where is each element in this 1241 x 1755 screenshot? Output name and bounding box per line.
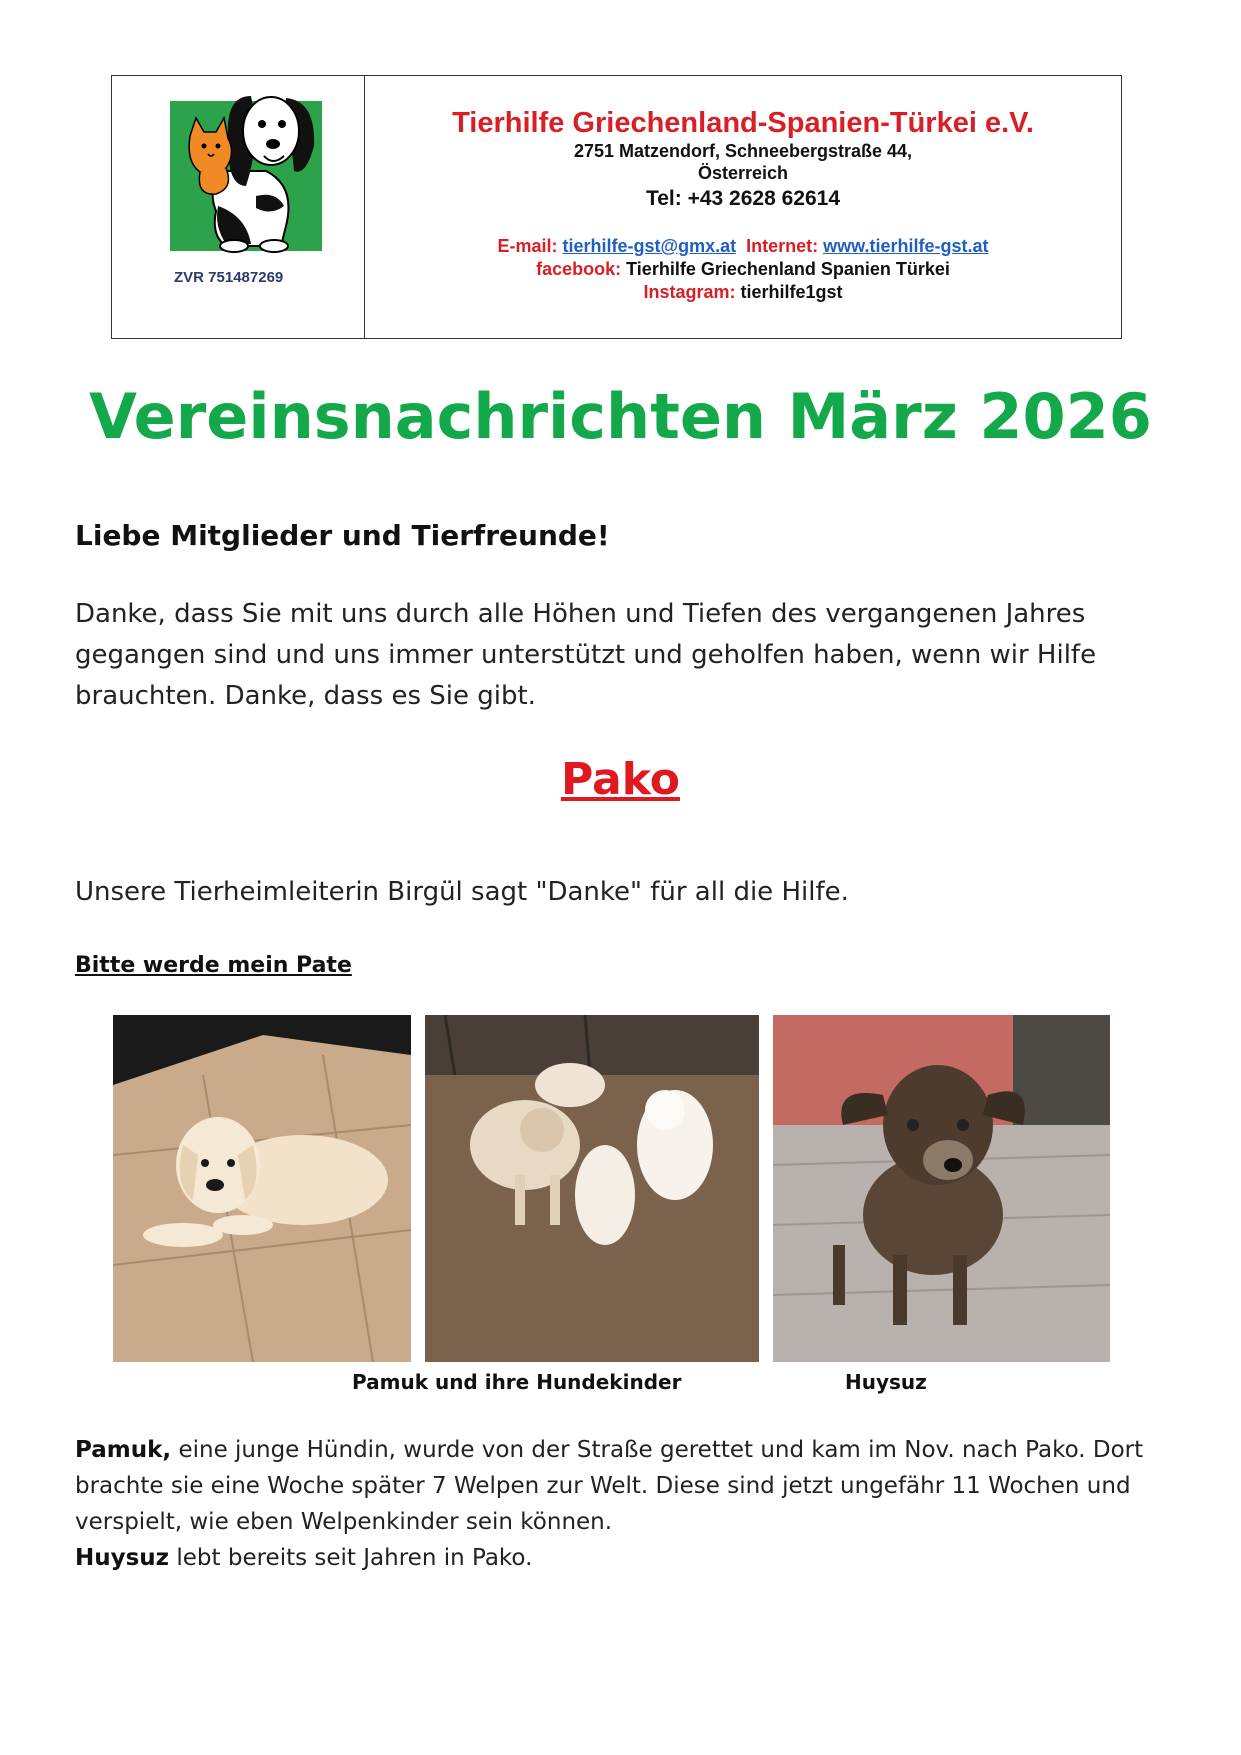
letterhead: [111, 75, 1122, 339]
zvr-number: ZVR 751487269: [174, 269, 284, 286]
sponsorship-subhead: Bitte werde mein Pate: [75, 953, 352, 978]
greeting: Liebe Mitglieder und Tierfreunde!: [75, 519, 610, 552]
huysuz-paragraph: [75, 1540, 1175, 1576]
photo-puppies: [425, 1015, 759, 1362]
newsletter-title: Vereinsnachrichten März 2026: [89, 380, 1152, 453]
pamuk-paragraph: [75, 1432, 1175, 1540]
organization-logo: [156, 76, 336, 266]
email-link[interactable]: tierhilfe-gst@gmx.at: [562, 236, 737, 256]
internet-label: Internet:: [746, 236, 819, 256]
intro-paragraph: Danke, dass Sie mit uns durch alle Höhen und Tiefen des vergangenen Jahres gegangen sind und uns immer unterstützt und geholfen haben, wenn wir Hilfe brauchten. Danke, dass es Sie gibt.: [75, 599, 1097, 711]
contact-block: [365, 76, 1121, 338]
address-line-1: 2751 Matzendorf, Schneebergstraße 44,: [573, 141, 913, 161]
caption-pamuk: Pamuk und ihre Hundekinder: [352, 1370, 682, 1394]
huysuz-text: lebt bereits seit Jahren in Pako.: [169, 1545, 533, 1571]
contact-links: [365, 235, 1121, 304]
section-intro: Unsere Tierheimleiterin Birgül sagt "Danke" für all die Hilfe.: [75, 877, 849, 907]
huysuz-name: Huysuz: [75, 1545, 170, 1571]
facebook-name: Tierhilfe Griechenland Spanien Türkei: [626, 259, 950, 279]
organization-name: Tierhilfe Griechenland-Spanien-Türkei e.V.: [452, 107, 1034, 139]
pamuk-name: Pamuk,: [75, 1437, 172, 1463]
story-paragraph: [75, 1432, 1175, 1576]
website-link[interactable]: www.tierhilfe-gst.at: [823, 236, 989, 256]
address-line-2: Österreich: [697, 163, 789, 183]
logo-cell: [112, 76, 365, 338]
instagram-handle: tierhilfe1gst: [740, 282, 843, 302]
telephone: Tel: +43 2628 62614: [645, 187, 840, 210]
instagram-label: Instagram:: [643, 282, 736, 302]
email-label: E-mail:: [497, 236, 558, 256]
pamuk-text: eine junge Hündin, wurde von der Straße gerettet und kam im Nov. nach Pako. Dort brachte sie eine Woche später 7 Welpen zur Welt. Diese sind jetzt ungefähr 11 Wochen und verspielt, wie eben Welpenkinder sein können.: [75, 1437, 1144, 1535]
section-title-pako: Pako: [560, 754, 681, 805]
facebook-label: facebook:: [536, 259, 622, 279]
caption-huysuz: Huysuz: [845, 1370, 927, 1394]
photo-pamuk: [113, 1015, 411, 1362]
photo-huysuz: [773, 1015, 1110, 1362]
